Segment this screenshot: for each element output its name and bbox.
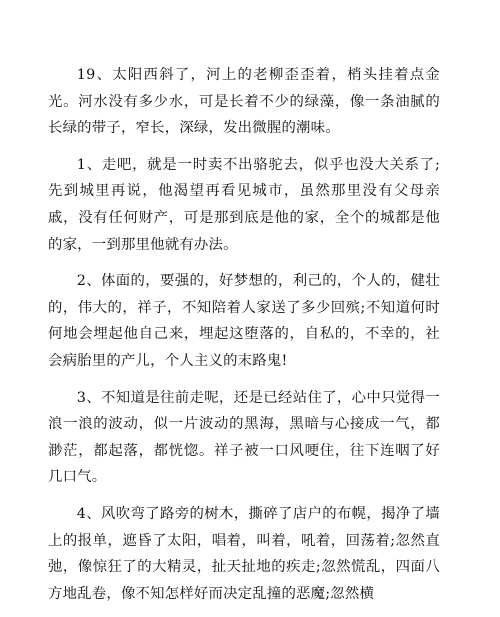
paragraph-19: 19、太阳西斜了，河上的老柳歪歪着，梢头挂着点金光。河水没有多少水，可是长着不少的绿藻，像一条油腻的长绿的带子，窄长，深绿，发出微腥的潮味。 xyxy=(48,67,440,137)
paragraph-1: 1、走吧，就是一时卖不出骆驼去，似乎也没大关系了;先到城里再说，他渴望再看见城市，虽然那里没有父母亲戚，没有任何财产，可是那到底是他的家，全个的城都是他的家，一到那里他就有办法。 xyxy=(48,156,440,253)
document-body xyxy=(48,62,440,617)
paragraph-4: 4、风吹弯了路旁的树木，撕碎了店户的布幌，揭净了墙上的报单，遮昏了太阳，唱着，叫着，吼着，回荡着;忽然直弛，像惊狂了的大精灵，扯天扯地的疾走;忽然慌乱，四面八方地乱卷，像不知怎样好而决定乱撞的恶魔;忽然横 xyxy=(48,505,440,602)
paragraph-3: 3、不知道是往前走呢，还是已经站住了，心中只觉得一浪一浪的波动，似一片波动的黑海，黑暗与心接成一气，都渺茫，都起落，都恍惚。祥子被一口风哽住，往下连咽了好几口气。 xyxy=(48,389,440,486)
paragraph-2: 2、体面的，要强的，好梦想的，利己的，个人的，健壮的，伟大的，祥子，不知陪着人家送了多少回殡;不知道何时何地会埋起他自己来，埋起这堕落的，自私的，不幸的，社会病胎里的产儿，个人主义的末路鬼! xyxy=(48,273,440,369)
